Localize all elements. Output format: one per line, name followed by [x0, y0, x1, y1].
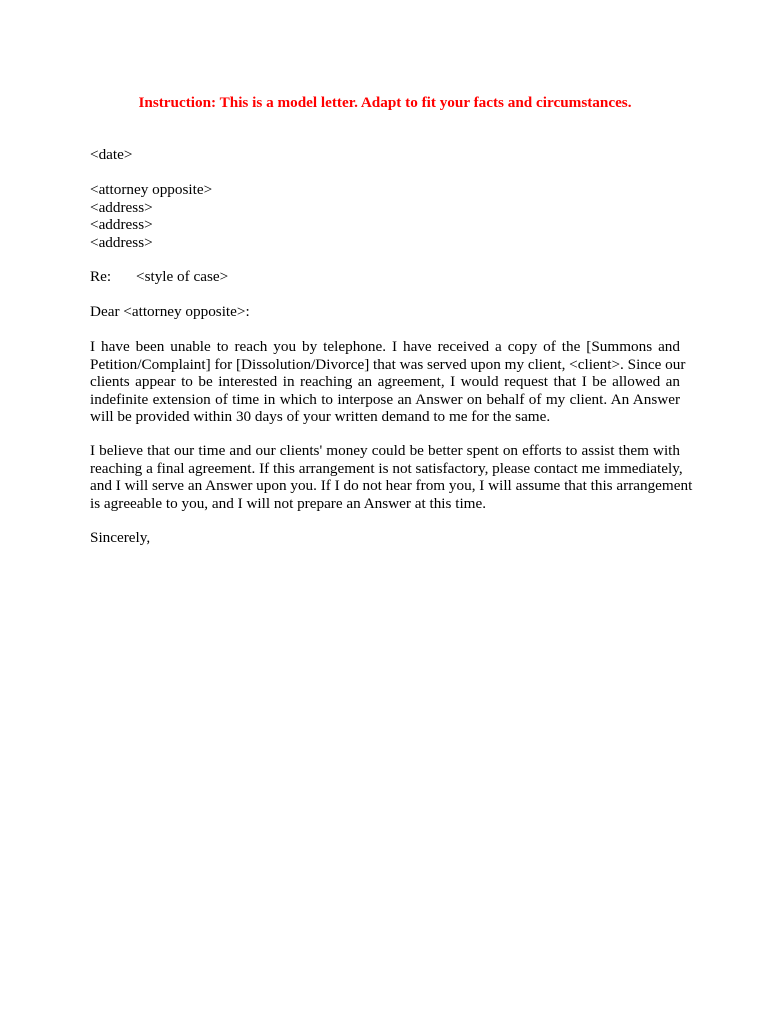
paragraph-line: clients appear to be interested in reaching an agreement, I would request that I be allowed an	[90, 373, 680, 390]
date-placeholder: <date>	[90, 146, 133, 163]
paragraph-line: will be provided within 30 days of your written demand to me for the same.	[90, 408, 551, 425]
paragraph-line: I have been unable to reach you by telephone. I have received a copy of the [Summons and	[90, 338, 680, 355]
address-line: <address>	[90, 233, 153, 251]
salutation: Dear <attorney opposite>:	[90, 303, 250, 320]
body-paragraph-1	[90, 338, 686, 426]
address-line: <address>	[90, 198, 153, 216]
re-value: <style of case>	[136, 268, 229, 285]
instruction-note: Instruction: This is a model letter. Adapt to fit your facts and circumstances.	[138, 94, 632, 111]
address-line: <address>	[90, 216, 153, 233]
paragraph-line: and I will serve an Answer upon you. If I do not hear from you, I will assume that this arrangement	[90, 477, 693, 494]
paragraph-line: is agreeable to you, and I will not prepare an Answer at this time.	[90, 494, 487, 512]
re-label: Re:	[90, 268, 112, 285]
paragraph-line: Petition/Complaint] for [Dissolution/Divorce] that was served upon my client, <client>. Since our	[90, 355, 686, 373]
paragraph-line: indefinite extension of time in which to interpose an Answer on behalf of my client. An Answer	[90, 390, 680, 408]
body-paragraph-2	[90, 442, 693, 512]
recipient-name: <attorney opposite>	[90, 181, 213, 198]
re-line	[90, 268, 228, 286]
recipient-address-block	[90, 181, 212, 251]
paragraph-line: I believe that our time and our clients' money could be better spent on efforts to assist them with	[90, 442, 680, 459]
paragraph-line: reaching a final agreement. If this arrangement is not satisfactory, please contact me immediately,	[90, 459, 683, 477]
closing: Sincerely,	[90, 529, 151, 546]
